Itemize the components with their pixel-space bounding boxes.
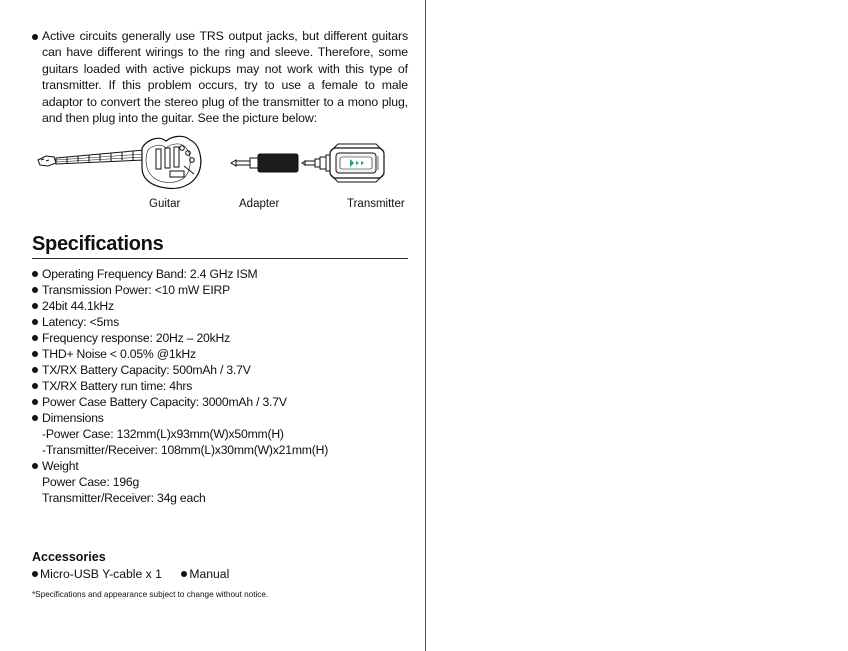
transmitter-caption: Transmitter bbox=[347, 198, 405, 211]
spec-text: Frequency response: 20Hz – 20kHz bbox=[42, 331, 231, 345]
spec-item bbox=[32, 330, 408, 346]
adapter-caption: Adapter bbox=[239, 198, 280, 211]
spec-item bbox=[32, 298, 408, 314]
spec-text: Transmission Power: <10 mW EIRP bbox=[42, 283, 231, 297]
specifications-list bbox=[32, 266, 408, 506]
connection-figure bbox=[32, 132, 408, 216]
accessory-item bbox=[181, 567, 229, 581]
manual-page-left bbox=[32, 28, 408, 599]
weight-item bbox=[32, 458, 408, 474]
bullet-icon bbox=[32, 335, 38, 341]
bullet-icon bbox=[32, 463, 38, 469]
bullet-icon bbox=[32, 303, 38, 309]
page-divider bbox=[425, 0, 426, 651]
spec-item bbox=[32, 394, 408, 410]
dimensions-item bbox=[32, 410, 408, 426]
bullet-icon bbox=[32, 383, 38, 389]
bullet-icon bbox=[32, 34, 38, 40]
spec-text: Dimensions bbox=[42, 411, 104, 425]
guitar-caption: Guitar bbox=[149, 198, 181, 211]
spec-text: TX/RX Battery run time: 4hrs bbox=[42, 379, 193, 393]
spec-text: Power Case Battery Capacity: 3000mAh / 3.7V bbox=[42, 395, 287, 409]
bullet-icon bbox=[32, 571, 38, 577]
note-text: Active circuits generally use TRS output jacks, but different guitars can have different wirings to the ring and sleeve. Therefore, some guitars loaded with active pickups may not work with this type of transmitter. If this problem occurs, try to use a female to male adaptor to convert the stereo plug of the transmitter to a mono plug, and then plug into the guitar. See the picture below: bbox=[42, 29, 408, 126]
spec-text: TX/RX Battery Capacity: 500mAh / 3.7V bbox=[42, 363, 251, 377]
weight-line: Power Case: 196g bbox=[42, 475, 140, 489]
spec-item bbox=[32, 362, 408, 378]
dimensions-line: -Power Case: 132mm(L)x93mm(W)x50mm(H) bbox=[42, 427, 284, 441]
bullet-icon bbox=[32, 351, 38, 357]
specifications-heading: Specifications bbox=[32, 233, 408, 259]
weight-line: Transmitter/Receiver: 34g each bbox=[42, 491, 206, 505]
accessory-text: Micro-USB Y-cable x 1 bbox=[40, 567, 162, 581]
bullet-icon bbox=[32, 287, 38, 293]
active-circuit-note bbox=[32, 28, 408, 126]
accessory-item bbox=[32, 567, 162, 581]
bullet-icon bbox=[32, 271, 38, 277]
spec-text: Operating Frequency Band: 2.4 GHz ISM bbox=[42, 267, 258, 281]
spec-text: 24bit 44.1kHz bbox=[42, 299, 114, 313]
accessory-text: Manual bbox=[189, 567, 230, 581]
spec-text: Weight bbox=[42, 459, 79, 473]
disclaimer-note: *Specifications and appearance subject to change without notice. bbox=[32, 590, 269, 599]
spec-item bbox=[32, 266, 408, 282]
spec-text: THD+ Noise < 0.05% @1kHz bbox=[42, 347, 196, 361]
transmitter-illustration bbox=[302, 144, 384, 182]
adapter-illustration bbox=[231, 154, 298, 172]
dimensions-line: -Transmitter/Receiver: 108mm(L)x30mm(W)x21mm(H) bbox=[42, 443, 329, 457]
spec-item bbox=[32, 346, 408, 362]
bullet-icon bbox=[181, 571, 187, 577]
accessories-list bbox=[32, 567, 245, 581]
spec-text: Latency: <5ms bbox=[42, 315, 119, 329]
bullet-icon bbox=[32, 367, 38, 373]
accessories-heading: Accessories bbox=[32, 550, 106, 564]
guitar-illustration bbox=[38, 137, 201, 189]
spec-item bbox=[32, 378, 408, 394]
connection-illustration bbox=[32, 132, 408, 198]
bullet-icon bbox=[32, 415, 38, 421]
spec-item bbox=[32, 314, 408, 330]
bullet-icon bbox=[32, 319, 38, 325]
spec-item bbox=[32, 282, 408, 298]
bullet-icon bbox=[32, 399, 38, 405]
